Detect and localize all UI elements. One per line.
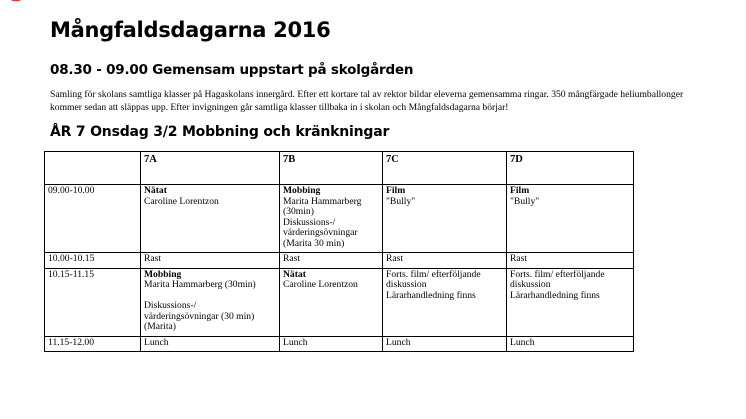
activity-detail: värderingsövningar (30 min) xyxy=(144,310,255,322)
schedule-cell xyxy=(280,268,383,336)
activity-detail: Forts. film/ efterföljande xyxy=(386,268,481,280)
page-title: Mångfaldsdagarna 2016 xyxy=(50,18,331,42)
column-header-class: 7C xyxy=(383,152,507,185)
activity-detail: Lunch xyxy=(386,336,411,348)
schedule-cell xyxy=(507,253,634,269)
activity-detail: Rast xyxy=(144,253,162,264)
intro-paragraph: Samling för skolans samtliga klasser på Hagaskolans innergård. Efter ett kortare tal av rektor bildar eleverna gemensamma ringar. 350 mångfärgade heliumballonger kommer sedan att släppas upp. Efter invigningen går samtliga klasser tillbaka in i skolan och Mångfaldsdagarna börjar! xyxy=(50,89,684,113)
schedule-cell xyxy=(383,268,507,336)
activity-detail: diskussion xyxy=(386,279,427,290)
time-slot-cell: 10.00-10.15 xyxy=(45,253,141,269)
activity-detail: Caroline Lorentzon xyxy=(144,195,219,207)
activity-detail: Caroline Lorentzon xyxy=(283,279,358,290)
activity-detail: diskussion xyxy=(510,279,551,290)
activity-detail: Rast xyxy=(386,253,404,264)
activity-detail: (30min) xyxy=(283,206,314,217)
schedule-cell xyxy=(141,253,280,269)
schedule-cell xyxy=(383,253,507,269)
activity-detail: Marita Hammarberg xyxy=(283,195,362,207)
table-row xyxy=(45,185,634,253)
column-header-time xyxy=(45,152,141,185)
column-header-class: 7A xyxy=(141,152,280,185)
activity-detail: Rast xyxy=(283,253,301,264)
schedule-cell xyxy=(141,336,280,352)
activity-detail: Rast xyxy=(510,253,528,264)
table-row xyxy=(45,253,634,269)
activity-detail: Lunch xyxy=(510,336,535,348)
activity-detail: värderingsövningar xyxy=(283,227,358,238)
activity-detail: Forts. film/ efterföljande xyxy=(510,268,605,280)
schedule-cell xyxy=(383,185,507,253)
day-heading: ÅR 7 Onsdag 3/2 Mobbning och kränkningar xyxy=(50,124,390,140)
activity-detail: Marita Hammarberg (30min) xyxy=(144,279,256,290)
table-row xyxy=(45,336,634,352)
activity-detail: (Marita 30 min) xyxy=(283,237,345,249)
activity-detail: (Marita) xyxy=(144,321,176,332)
schedule-cell xyxy=(280,336,383,352)
activity-detail: Diskussions-/ xyxy=(144,300,197,311)
table-header-row xyxy=(45,152,634,185)
section-subtitle: 08.30 - 09.00 Gemensam uppstart på skolgården xyxy=(50,62,414,78)
schedule-cell xyxy=(507,336,634,352)
schedule-cell xyxy=(141,268,280,336)
activity-detail: Lärarhandledning finns xyxy=(386,289,476,301)
time-slot-cell: 09.00-10.00 xyxy=(45,185,141,253)
activity-title: Mobbing xyxy=(283,185,321,196)
column-header-class: 7B xyxy=(280,152,383,185)
column-header-class: 7D xyxy=(507,152,634,185)
schedule-cell xyxy=(383,336,507,352)
schedule-cell xyxy=(141,185,280,253)
logo-mark-icon xyxy=(2,0,30,5)
activity-detail: Lunch xyxy=(144,336,169,348)
activity-title: Nätat xyxy=(283,268,306,280)
activity-title: Film xyxy=(510,185,530,196)
activity-detail: Lunch xyxy=(283,336,308,348)
activity-title: Mobbing xyxy=(144,268,182,280)
activity-detail: "Bully" xyxy=(510,195,540,207)
activity-title: Nätat xyxy=(144,185,167,196)
schedule-cell xyxy=(507,185,634,253)
schedule-cell xyxy=(280,253,383,269)
time-slot-cell: 11.15-12.00 xyxy=(45,336,141,352)
schedule-table xyxy=(44,151,634,352)
activity-detail: "Bully" xyxy=(386,195,416,207)
schedule-cell xyxy=(280,185,383,253)
activity-detail: Diskussions-/ xyxy=(283,216,336,228)
table-row xyxy=(45,268,634,336)
schedule-cell xyxy=(507,268,634,336)
time-slot-cell: 10.15-11.15 xyxy=(45,268,141,336)
activity-title: Film xyxy=(386,185,406,196)
activity-detail: Lärarhandledning finns xyxy=(510,289,600,301)
